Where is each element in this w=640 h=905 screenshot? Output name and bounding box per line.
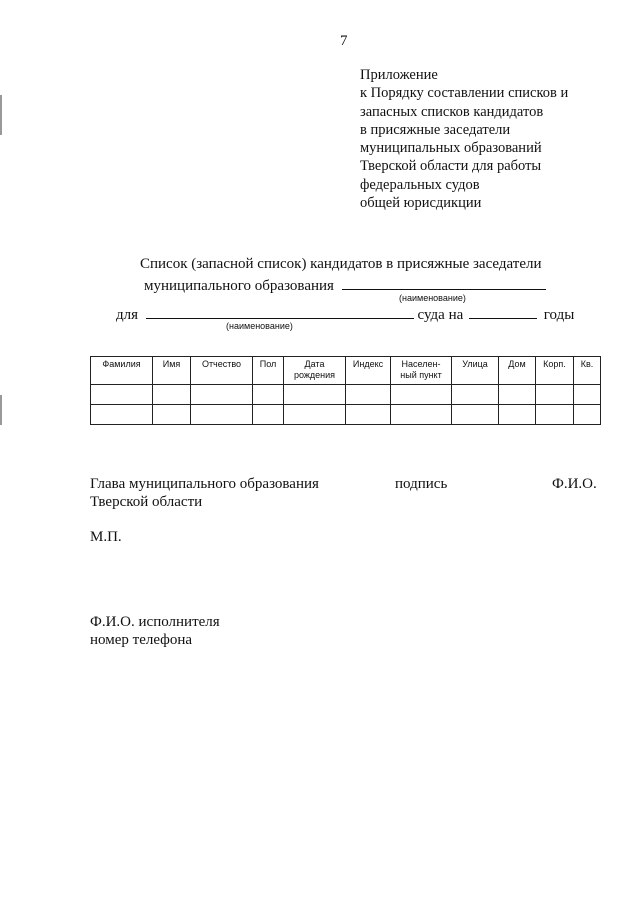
candidates-table <box>90 356 601 425</box>
for-label: для <box>116 307 139 323</box>
municipality-field[interactable] <box>342 275 546 290</box>
table-cell[interactable] <box>253 405 284 425</box>
table-cell[interactable] <box>153 405 191 425</box>
col-header-apartment: Кв. <box>574 357 601 385</box>
table-cell[interactable] <box>391 405 452 425</box>
table-cell[interactable] <box>284 385 346 405</box>
court-line <box>116 304 574 324</box>
col-header-street: Улица <box>452 357 499 385</box>
table-cell[interactable] <box>191 405 253 425</box>
page-number: 7 <box>340 33 348 49</box>
col-header-surname: Фамилия <box>91 357 153 385</box>
table-cell[interactable] <box>346 385 391 405</box>
appendix-line: запасных списков кандидатов <box>360 103 544 120</box>
form-title: Список (запасной список) кандидатов в присяжные заседатели <box>140 256 542 272</box>
col-header-name: Имя <box>153 357 191 385</box>
phone-label: номер телефона <box>90 632 193 648</box>
years-field[interactable] <box>469 304 537 319</box>
table-cell[interactable] <box>574 405 601 425</box>
appendix-line: общей юрисдикции <box>360 195 482 212</box>
table-cell[interactable] <box>452 405 499 425</box>
appendix-line: федеральных судов <box>360 176 480 193</box>
col-header-birthdate: Дата рождения <box>284 357 346 385</box>
signature-label: подпись <box>395 476 448 492</box>
court-label: суда на <box>417 307 464 323</box>
appendix-line: в присяжные заседатели <box>360 121 511 138</box>
table-header-row <box>91 357 601 385</box>
margin-mark <box>0 395 2 425</box>
table-cell[interactable] <box>499 385 536 405</box>
court-name-field[interactable] <box>146 304 414 319</box>
col-header-patronymic: Отчество <box>191 357 253 385</box>
appendix-line: муниципальных образований <box>360 140 542 157</box>
municipality-label: муниципального образования <box>144 278 334 294</box>
margin-mark <box>0 95 2 135</box>
table-cell[interactable] <box>91 385 153 405</box>
appendix-header <box>360 66 568 212</box>
table-cell[interactable] <box>191 385 253 405</box>
table-cell[interactable] <box>391 385 452 405</box>
table-cell[interactable] <box>253 385 284 405</box>
col-header-sex: Пол <box>253 357 284 385</box>
executor-label: Ф.И.О. исполнителя <box>90 614 220 630</box>
col-header-house: Дом <box>499 357 536 385</box>
table-cell[interactable] <box>91 405 153 425</box>
col-header-building: Корп. <box>536 357 574 385</box>
table-cell[interactable] <box>536 385 574 405</box>
table-cell[interactable] <box>536 405 574 425</box>
table-cell[interactable] <box>346 405 391 425</box>
table-cell[interactable] <box>284 405 346 425</box>
appendix-line: к Порядку составлении списков и <box>360 85 569 102</box>
stamp-label: М.П. <box>90 529 122 545</box>
table-row <box>91 405 601 425</box>
head-title-line1: Глава муниципального образования <box>90 476 319 492</box>
municipality-caption: (наименование) <box>399 293 466 303</box>
table-cell[interactable] <box>574 385 601 405</box>
full-name-label: Ф.И.О. <box>552 476 597 492</box>
table-cell[interactable] <box>452 385 499 405</box>
table-cell[interactable] <box>499 405 536 425</box>
table-row <box>91 385 601 405</box>
appendix-line: Приложение <box>360 67 438 83</box>
col-header-locality: Населен- ный пункт <box>391 357 452 385</box>
court-caption: (наименование) <box>226 321 293 331</box>
table-cell[interactable] <box>153 385 191 405</box>
head-title-line2: Тверской области <box>90 494 203 510</box>
col-header-postcode: Индекс <box>346 357 391 385</box>
years-label: годы <box>543 307 575 323</box>
municipality-line <box>144 275 546 295</box>
appendix-line: Тверской области для работы <box>360 158 542 175</box>
